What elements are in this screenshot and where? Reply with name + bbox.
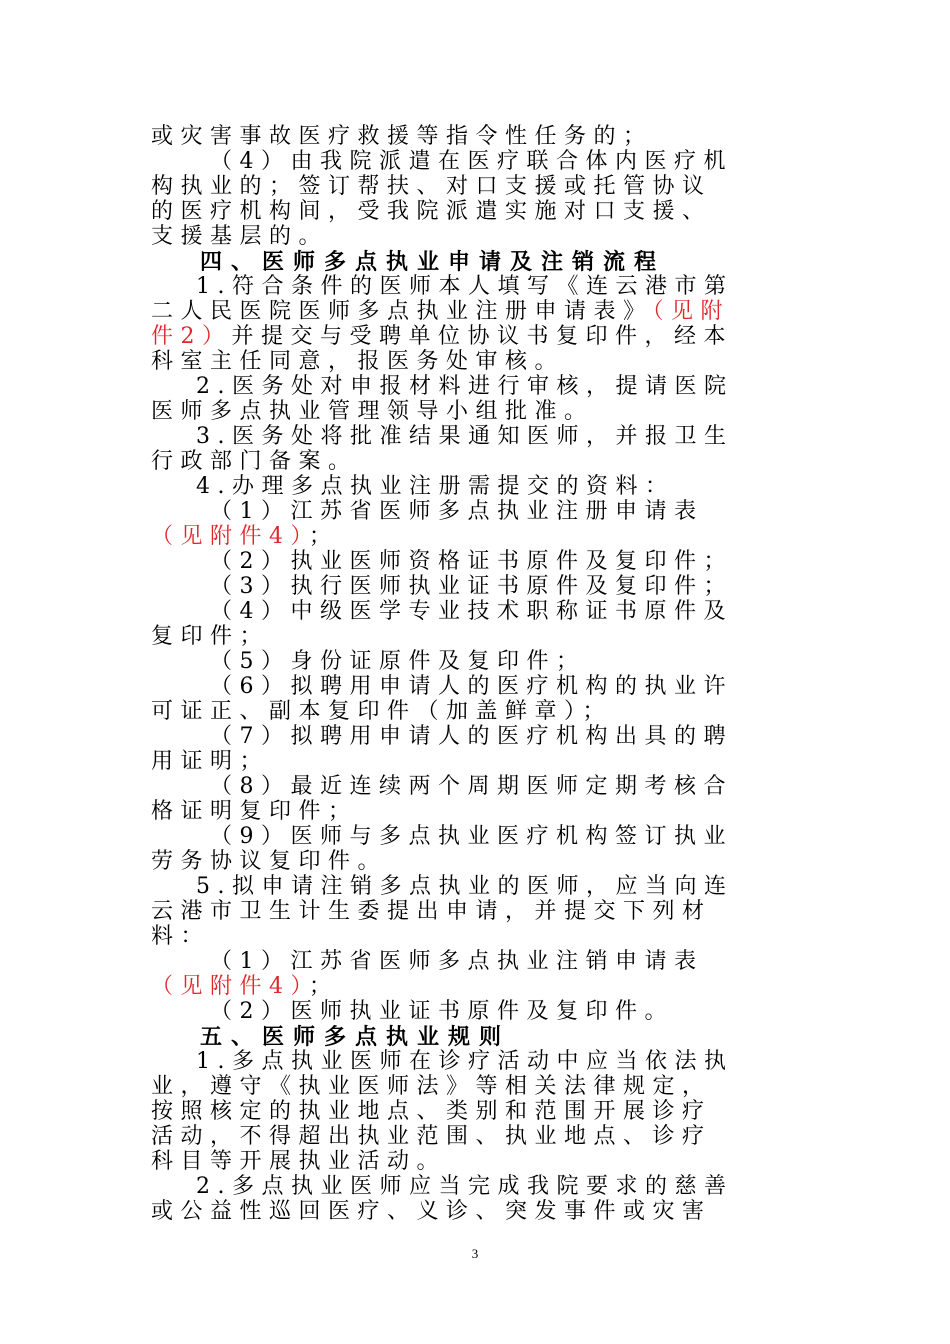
text-line: 复印件； — [151, 624, 270, 649]
text-line: （2）执业医师资格证书原件及复印件； — [210, 549, 733, 574]
text-line: 或公益性巡回医疗、义诊、突发事件或灾害 — [151, 1199, 712, 1224]
page-number: 3 — [471, 1246, 479, 1261]
text-line: 用证明； — [151, 749, 270, 774]
text-line: 2.多点执业医师应当完成我院要求的慈善 — [196, 1174, 734, 1199]
text-line: （3）执行医师执业证书原件及复印件； — [210, 574, 733, 599]
text-line: 云港市卫生计生委提出申请，并提交下列材 — [151, 899, 712, 924]
text-line: （5）身份证原件及复印件； — [210, 649, 586, 674]
text-line: （见附件4）； — [151, 974, 339, 999]
text-line: 2.医务处对申报材料进行审核，提请医院 — [196, 374, 734, 399]
text-line: 的医疗机构间，受我院派遣实施对口支援、 — [151, 199, 712, 224]
text-line: 1.符合条件的医师本人填写《连云港市第 — [196, 274, 734, 299]
text-line: （1）江苏省医师多点执业注销申请表 — [210, 949, 704, 974]
text-line: 可证正、副本复印件（加盖鲜章）； — [151, 699, 613, 724]
text-line: 二人民医院医师多点执业注册申请表》（见附 — [151, 299, 731, 324]
text-line: 业，遵守《执业医师法》等相关法律规定， — [151, 1074, 712, 1099]
text-line: （9）医师与多点执业医疗机构签订执业 — [210, 824, 733, 849]
text-line: 医师多点执业管理领导小组批准。 — [151, 399, 594, 424]
text-line: （6）拟聘用申请人的医疗机构的执业许 — [210, 674, 733, 699]
text-line: 4.办理多点执业注册需提交的资料： — [196, 474, 675, 499]
attachment-reference: 件2） — [151, 324, 232, 349]
text-line: 件2）并提交与受聘单位协议书复印件，经本 — [151, 324, 734, 349]
attachment-reference: （见附件4） — [151, 524, 309, 549]
text-line: 3.医务处将批准结果通知医师，并报卫生 — [196, 424, 734, 449]
text-line: 科室主任同意，报医务处审核。 — [151, 349, 565, 374]
text-line: 料： — [151, 924, 211, 949]
text-line: （8）最近连续两个周期医师定期考核合 — [210, 774, 733, 799]
text-line: （4）由我院派遣在医疗联合体内医疗机 — [210, 149, 733, 174]
text-line: （见附件4）； — [151, 524, 339, 549]
text-line: 行政部门备案。 — [151, 449, 358, 474]
text-line: （4）中级医学专业技术职称证书原件及 — [210, 599, 733, 624]
text-line: 科目等开展执业活动。 — [151, 1149, 447, 1174]
attachment-reference: （见附 — [652, 299, 731, 324]
text-line: 活动，不得超出执业范围、执业地点、诊疗 — [151, 1124, 712, 1149]
text-line: 支援基层的。 — [151, 224, 329, 249]
attachment-reference: （见附件4） — [151, 974, 309, 999]
text-line: （2）医师执业证书原件及复印件。 — [210, 999, 674, 1024]
text-line: 5.拟申请注销多点执业的医师，应当向连 — [196, 874, 734, 899]
text-line: 格证明复印件； — [151, 799, 358, 824]
text-line: 劳务协议复印件。 — [151, 849, 388, 874]
text-line: 按照核定的执业地点、类别和范围开展诊疗 — [151, 1099, 712, 1124]
text-line: （1）江苏省医师多点执业注册申请表 — [210, 499, 704, 524]
section-heading: 四、医师多点执业申请及注销流程 — [200, 249, 666, 275]
text-line: 或灾害事故医疗救援等指令性任务的； — [151, 124, 653, 149]
section-heading: 五、医师多点执业规则 — [200, 1024, 511, 1050]
text-line: （7）拟聘用申请人的医疗机构出具的聘 — [210, 724, 733, 749]
text-line: 构执业的；签订帮扶、对口支援或托管协议 — [151, 174, 712, 199]
text-line: 1.多点执业医师在诊疗活动中应当依法执 — [196, 1049, 734, 1074]
